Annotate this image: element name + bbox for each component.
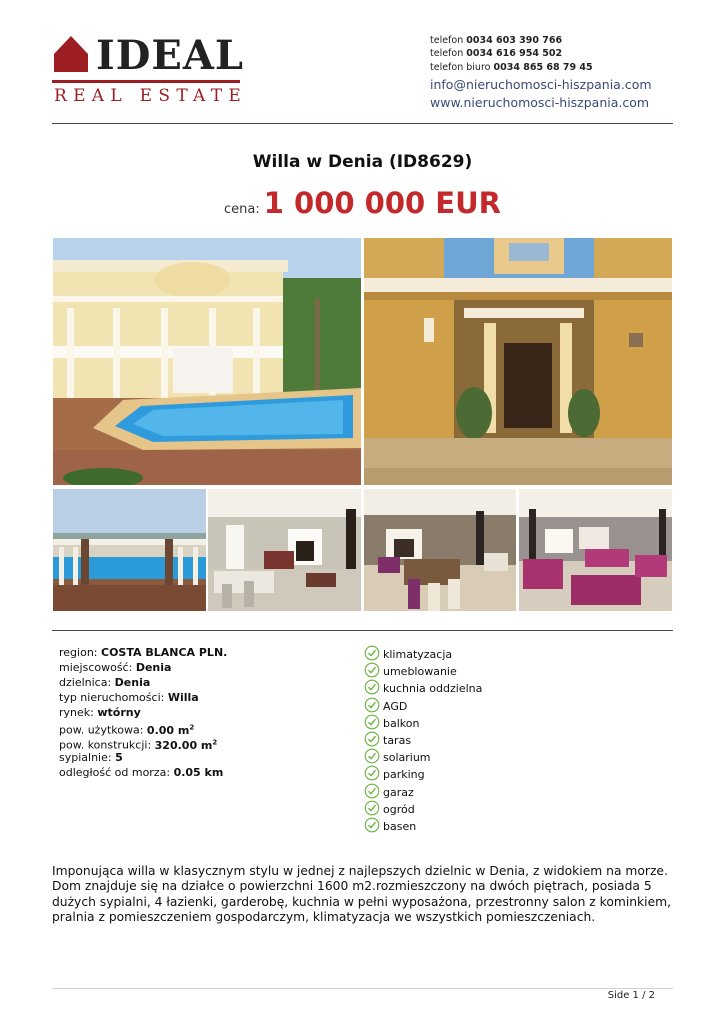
feature-label: klimatyzacja bbox=[383, 648, 453, 661]
check-icon bbox=[364, 765, 380, 781]
check-icon bbox=[364, 662, 380, 678]
phone-line-2 bbox=[430, 47, 562, 60]
logo-underline bbox=[52, 80, 240, 84]
detail-town: miejscowość: Denia bbox=[59, 661, 172, 674]
feature-label: balkon bbox=[383, 716, 420, 730]
house-icon bbox=[52, 34, 96, 74]
feature-label: solarium bbox=[383, 751, 431, 765]
photo-dining-room[interactable] bbox=[364, 489, 516, 611]
feature-label: umeblowanie bbox=[383, 665, 457, 679]
footer-divider bbox=[52, 988, 673, 989]
check-icon bbox=[364, 817, 380, 833]
check-icon bbox=[364, 731, 380, 747]
logo-tagline: REAL ESTATE bbox=[54, 86, 248, 106]
detail-built-area: pow. konstrukcji: 320.00 $m^2$ bbox=[59, 738, 218, 752]
detail-district: dzielnica: Denia bbox=[59, 676, 151, 689]
feature-label: ogród bbox=[383, 802, 415, 816]
page-number: Side 1 / 2 bbox=[607, 990, 655, 1001]
check-icon bbox=[364, 783, 380, 799]
photo-lounge[interactable] bbox=[519, 489, 672, 611]
photo-sea-view[interactable] bbox=[53, 489, 206, 611]
photo-villa-pool[interactable] bbox=[53, 238, 361, 485]
detail-sea-distance: odległość od morza: 0.05 km bbox=[59, 766, 224, 779]
check-icon bbox=[364, 697, 380, 713]
photo-living-room[interactable] bbox=[208, 489, 361, 611]
price-row bbox=[0, 186, 725, 220]
phone-line-3 bbox=[430, 61, 593, 74]
detail-usable-area: pow. użytkowa: 0.00 $m^2$ bbox=[59, 723, 195, 737]
phone-label: telefon biuro bbox=[430, 62, 491, 73]
detail-type: typ nieruchomości: Willa bbox=[59, 691, 199, 704]
logo-wordmark: IDEAL bbox=[96, 32, 245, 79]
check-icon bbox=[364, 645, 380, 661]
website-link[interactable]: www.nieruchomosci-hiszpania.com bbox=[430, 95, 650, 110]
email-link[interactable]: info@nieruchomosci-hiszpania.com bbox=[430, 77, 652, 92]
feature-label: kuchnia oddzielna bbox=[383, 682, 483, 696]
phone-number[interactable]: 0034 603 390 766 bbox=[466, 35, 563, 46]
detail-market: rynek: wtórny bbox=[59, 706, 141, 719]
listing-title: Willa w Denia (ID8629) bbox=[252, 152, 473, 172]
check-icon bbox=[364, 679, 380, 695]
header-divider bbox=[52, 123, 673, 124]
price-label: cena: bbox=[224, 202, 260, 217]
phone-label: telefon bbox=[430, 48, 464, 59]
phone-number[interactable]: 0034 865 68 79 45 bbox=[493, 62, 593, 73]
check-icon bbox=[364, 748, 380, 764]
phone-line-1 bbox=[430, 34, 562, 47]
feature-label: basen bbox=[383, 820, 417, 833]
description: Imponująca willa w klasycznym stylu w jednej z najlepszych dzielnic w Denia, z widokiem na morze. Dom znajduje się na działce o powierzchni 1600 m2.rozmieszczony na dwóch piętrach, posiada 5 dużych sypialni, 4 łazienki, garderobę, kuchnia w pełni wyposażona, przestronny salon z kominkiem, pralnia z pomieszczeniem gospodarczym, klimatyzacja we wszystkich pomieszczeniach. bbox=[52, 864, 672, 925]
section-divider bbox=[52, 630, 673, 631]
price-value: 1 000 000 EUR bbox=[263, 186, 501, 220]
detail-region: region: COSTA BLANCA PLN. bbox=[59, 646, 228, 659]
phone-number[interactable]: 0034 616 954 502 bbox=[466, 48, 563, 59]
detail-bedrooms: sypialnie: 5 bbox=[59, 751, 123, 764]
phone-label: telefon bbox=[430, 35, 464, 46]
check-icon bbox=[364, 800, 380, 816]
feature-label: AGD bbox=[383, 699, 408, 713]
feature-label: taras bbox=[383, 734, 412, 747]
feature-label: parking bbox=[383, 768, 425, 782]
photo-entrance[interactable] bbox=[364, 238, 672, 485]
feature-label: garaz bbox=[383, 785, 414, 799]
check-icon bbox=[364, 714, 380, 730]
